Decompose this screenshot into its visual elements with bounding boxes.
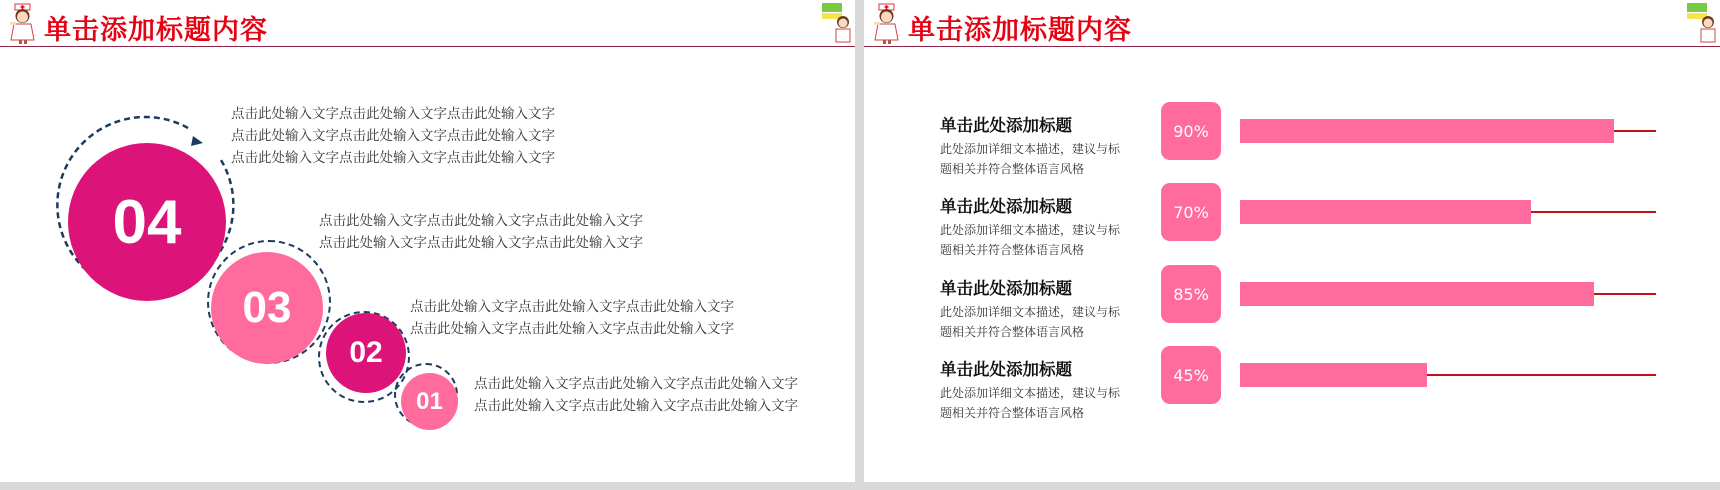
- step-02-text-1: 点击此处输入文字点击此处输入文字点击此处输入文字: [410, 299, 734, 315]
- row-title: 单击此处添加标题: [940, 116, 1072, 135]
- step-04-text-3: 点击此处输入文字点击此处输入文字点击此处输入文字: [231, 150, 555, 166]
- percent-badge: 45%: [1161, 346, 1221, 404]
- step-03-text-1: 点击此处输入文字点击此处输入文字点击此处输入文字: [319, 213, 643, 229]
- step-04-text-2: 点击此处输入文字点击此处输入文字点击此处输入文字: [231, 128, 555, 144]
- step-01-text-2: 点击此处输入文字点击此处输入文字点击此处输入文字: [474, 398, 798, 414]
- row-title: 单击此处添加标题: [940, 197, 1072, 216]
- row-desc-line-2: 题相关并符合整体语言风格: [940, 406, 1085, 420]
- row-title: 单击此处添加标题: [940, 360, 1072, 379]
- step-circle-04: 04: [68, 143, 226, 301]
- row-desc-line-2: 题相关并符合整体语言风格: [940, 325, 1085, 339]
- slide-steps: [0, 0, 855, 482]
- nurse-badge-icon: [1686, 2, 1716, 44]
- step-04-text-1: 点击此处输入文字点击此处输入文字点击此处输入文字: [231, 106, 555, 122]
- progress-bar: [1240, 200, 1531, 224]
- slide-header: [864, 0, 1720, 47]
- nurse-mascot-icon: [870, 2, 904, 44]
- step-circle-02: 02: [326, 313, 406, 393]
- progress-bar: [1240, 282, 1594, 306]
- row-desc-line-1: 此处添加详细文本描述，建议与标: [940, 305, 1121, 319]
- row-desc-line-1: 此处添加详细文本描述，建议与标: [940, 142, 1121, 156]
- step-circle-03: 03: [211, 252, 323, 364]
- slide-progress: [864, 0, 1720, 482]
- percent-badge: 90%: [1161, 102, 1221, 160]
- progress-bar: [1240, 363, 1427, 387]
- row-desc-line-2: 题相关并符合整体语言风格: [940, 243, 1085, 257]
- percent-badge: 85%: [1161, 265, 1221, 323]
- row-desc-line-2: 题相关并符合整体语言风格: [940, 162, 1085, 176]
- page-title: 单击添加标题内容: [44, 15, 268, 46]
- page-title: 单击添加标题内容: [908, 15, 1132, 46]
- step-circle-01: 01: [401, 373, 458, 430]
- progress-bar: [1240, 119, 1614, 143]
- arrow-head-icon: [191, 136, 203, 146]
- row-desc-line-1: 此处添加详细文本描述，建议与标: [940, 223, 1121, 237]
- row-desc-line-1: 此处添加详细文本描述，建议与标: [940, 386, 1121, 400]
- step-01-text-1: 点击此处输入文字点击此处输入文字点击此处输入文字: [474, 376, 798, 392]
- row-title: 单击此处添加标题: [940, 279, 1072, 298]
- step-03-text-2: 点击此处输入文字点击此处输入文字点击此处输入文字: [319, 235, 643, 251]
- percent-badge: 70%: [1161, 183, 1221, 241]
- step-02-text-2: 点击此处输入文字点击此处输入文字点击此处输入文字: [410, 321, 734, 337]
